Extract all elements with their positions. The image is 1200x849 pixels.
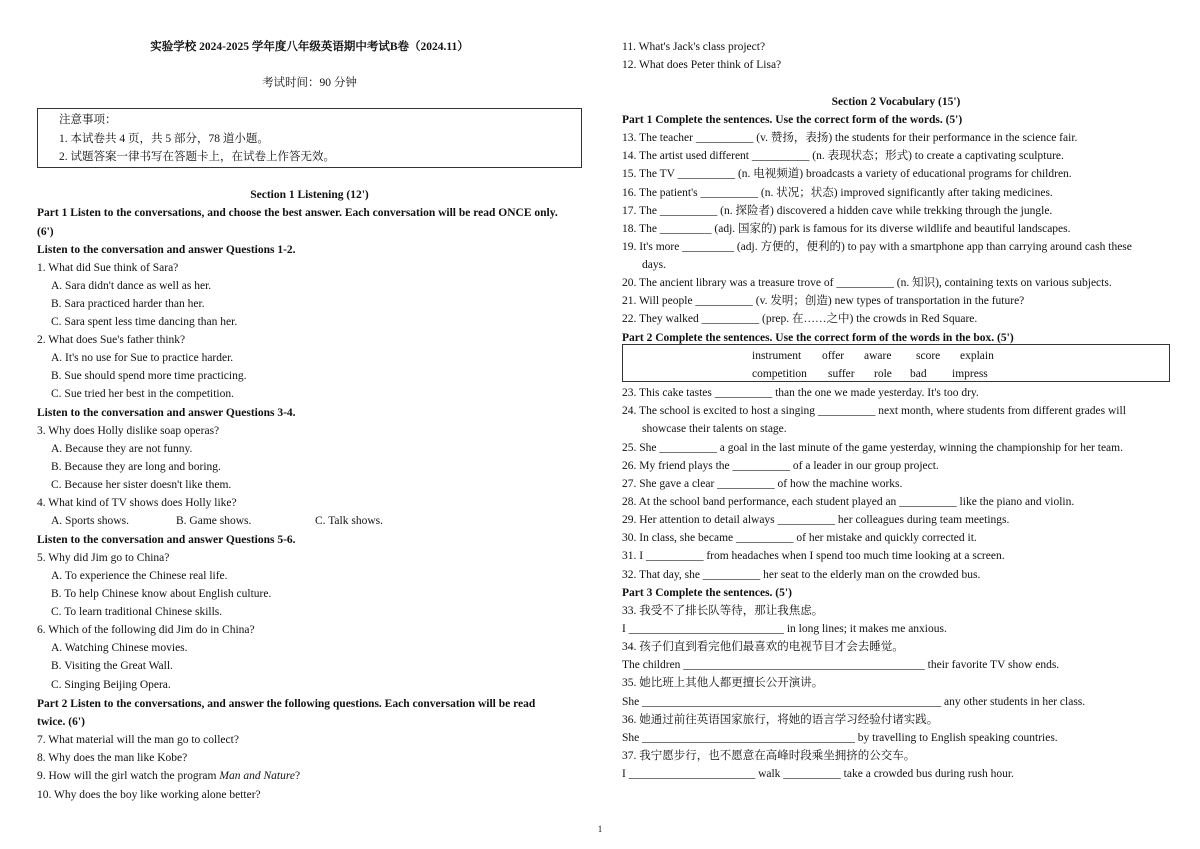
question: 8. Why does the man like Kobe? (37, 752, 188, 764)
question: 10. Why does the boy like working alone better? (37, 789, 261, 801)
box-word: aware (864, 350, 892, 362)
option: C. Sara spent less time dancing than her. (51, 316, 238, 328)
option: A. It's no use for Sue to practice harder. (51, 352, 234, 364)
option: B. Visiting the Great Wall. (51, 660, 173, 672)
question: 25. She __________ a goal in the last minute of the game yesterday, winning the championship for her team. (622, 442, 1123, 454)
question: 27. She gave a clear __________ of how the machine works. (622, 478, 903, 490)
part3-heading: Part 3 Complete the sentences. (5') (622, 587, 792, 599)
section1-heading: Section 1 Listening (12') (250, 189, 369, 201)
question-cont: showcase their talents on stage. (642, 423, 787, 435)
question-english: The children __________________________________________ their favorite TV show ends. (622, 659, 1060, 671)
option: A. Sports shows. (51, 515, 129, 527)
question-chinese: 37. 我宁愿步行，也不愿意在高峰时段乘坐拥挤的公交车。 (622, 750, 916, 762)
question-text: 9. How will the girl watch the program (37, 770, 220, 782)
question: 18. The _________ (adj. 国家的) park is famous for its diverse wildlife and beautiful landscapes. (622, 223, 1071, 235)
question: 1. What did Sue think of Sara? (37, 262, 179, 274)
program-title: Man and Nature (219, 770, 295, 782)
option: B. Game shows. (176, 515, 252, 527)
option: B. Sara practiced harder than her. (51, 298, 205, 310)
question-cont: days. (642, 259, 666, 271)
question: 11. What's Jack's class project? (622, 41, 766, 53)
box-word: competition (752, 368, 807, 380)
section2-heading: Section 2 Vocabulary (15') (831, 96, 961, 108)
question: 22. They walked __________ (prep. 在……之中) the crowds in Red Square. (622, 313, 978, 325)
question-english: She _____________________________________ by travelling to English speaking countries. (622, 732, 1058, 744)
question: 19. It's more _________ (adj. 方便的，便利的) to pay with a smartphone app than carrying around cash these (622, 241, 1132, 253)
question (37, 769, 300, 783)
question: 29. Her attention to detail always __________ her colleagues during team meetings. (622, 514, 1010, 526)
question: 13. The teacher __________ (v. 赞扬，表扬) the students for their performance in the science fair. (622, 132, 1078, 144)
box-word: explain (960, 350, 994, 362)
question: 12. What does Peter think of Lisa? (622, 59, 782, 71)
question: 24. The school is excited to host a singing __________ next month, where students from different grades will (622, 405, 1126, 417)
option: A. Because they are not funny. (51, 443, 193, 455)
question: 17. The __________ (n. 探险者) discovered a hidden cave while trekking through the jungle. (622, 205, 1053, 217)
question: 16. The patient's __________ (n. 状况；状态) improved significantly after taking medicines. (622, 187, 1053, 199)
question: 23. This cake tastes __________ than the one we made yesterday. It's too dry. (622, 387, 979, 399)
question: 15. The TV __________ (n. 电视频道) broadcasts a variety of educational programs for children. (622, 168, 1072, 180)
question: 7. What material will the man go to collect? (37, 734, 239, 746)
question-english: She ____________________________________________________ any other students in her class. (622, 696, 1086, 708)
question-chinese: 34. 孩子们直到看完他们最喜欢的电视节目才会去睡觉。 (622, 641, 904, 653)
group-heading: Listen to the conversation and answer Questions 3-4. (37, 407, 296, 419)
exam-time: 考试时间：90 分钟 (262, 77, 357, 89)
question-english: I ___________________________ in long lines; it makes me anxious. (622, 623, 947, 635)
option: B. To help Chinese know about English culture. (51, 588, 272, 600)
option: A. To experience the Chinese real life. (51, 570, 228, 582)
part2-heading: Part 2 Listen to the conversations, and answer the following questions. Each conversation will be read (37, 698, 536, 710)
box-word: score (916, 350, 941, 362)
question: 14. The artist used different __________ (n. 表现状态；形式) to create a captivating sculpture. (622, 150, 1064, 162)
question: 21. Will people __________ (v. 发明；创造) new types of transportation in the future? (622, 295, 1025, 307)
box-word: role (874, 368, 892, 380)
option: C. Talk shows. (315, 515, 383, 527)
question: 31. I __________ from headaches when I spend too much time looking at a screen. (622, 550, 1005, 562)
question: 28. At the school band performance, each student played an __________ like the piano and violin. (622, 496, 1075, 508)
question: 26. My friend plays the __________ of a leader in our group project. (622, 460, 939, 472)
option: C. Sue tried her best in the competition. (51, 388, 235, 400)
part1-heading: Part 1 Listen to the conversations, and choose the best answer. Each conversation will be read ONCE only. (37, 207, 558, 219)
question: 5. Why did Jim go to China? (37, 552, 170, 564)
group-heading: Listen to the conversation and answer Questions 5-6. (37, 534, 296, 546)
question: 32. That day, she __________ her seat to the elderly man on the crowded bus. (622, 569, 981, 581)
box-word: offer (822, 350, 845, 362)
part1-heading: Part 1 Complete the sentences. Use the correct form of the words. (5') (622, 114, 963, 126)
page-number: 1 (597, 824, 603, 834)
question: 2. What does Sue's father think? (37, 334, 186, 346)
question-chinese: 36. 她通过前往英语国家旅行，将她的语言学习经验付诸实践。 (622, 714, 939, 726)
notes-title: 注意事项： (59, 114, 117, 126)
question-chinese: 33. 我受不了排长队等待，那让我焦虑。 (622, 605, 824, 617)
box-word: instrument (752, 350, 802, 362)
question: 20. The ancient library was a treasure trove of __________ (n. 知识), containing texts on various subjects. (622, 277, 1112, 289)
option: C. Singing Beijing Opera. (51, 679, 171, 691)
box-word: suffer (828, 368, 855, 380)
option: C. Because her sister doesn't like them. (51, 479, 232, 491)
question: 4. What kind of TV shows does Holly like? (37, 497, 237, 509)
question: 30. In class, she became __________ of her mistake and quickly corrected it. (622, 532, 977, 544)
question-chinese: 35. 她比班上其他人都更擅长公开演讲。 (622, 677, 824, 689)
option: B. Sue should spend more time practicing. (51, 370, 247, 382)
box-word: impress (952, 368, 988, 380)
box-word: bad (910, 368, 927, 380)
option: A. Watching Chinese movies. (51, 642, 188, 654)
question: 3. Why does Holly dislike soap operas? (37, 425, 220, 437)
part1-heading-cont: (6') (37, 226, 54, 238)
part2-heading: Part 2 Complete the sentences. Use the correct form of the words in the box. (5') (622, 332, 1014, 344)
note-item: 2. 试题答案一律书写在答题卡上，在试卷上作答无效。 (59, 151, 335, 163)
word-box (622, 344, 1170, 382)
question-english: I ______________________ walk __________ take a crowded bus during rush hour. (622, 768, 1014, 780)
option: A. Sara didn't dance as well as her. (51, 280, 212, 292)
option: B. Because they are long and boring. (51, 461, 221, 473)
exam-title: 实验学校 2024-2025 学年度八年级英语期中考试B卷（2024.11） (150, 41, 469, 53)
option: C. To learn traditional Chinese skills. (51, 606, 223, 618)
part2-heading-cont: twice. (6') (37, 716, 85, 728)
question-mark: ? (294, 770, 301, 782)
group-heading: Listen to the conversation and answer Questions 1-2. (37, 244, 296, 256)
question: 6. Which of the following did Jim do in China? (37, 624, 255, 636)
note-item: 1. 本试卷共 4 页，共 5 部分，78 道小题。 (59, 133, 269, 145)
